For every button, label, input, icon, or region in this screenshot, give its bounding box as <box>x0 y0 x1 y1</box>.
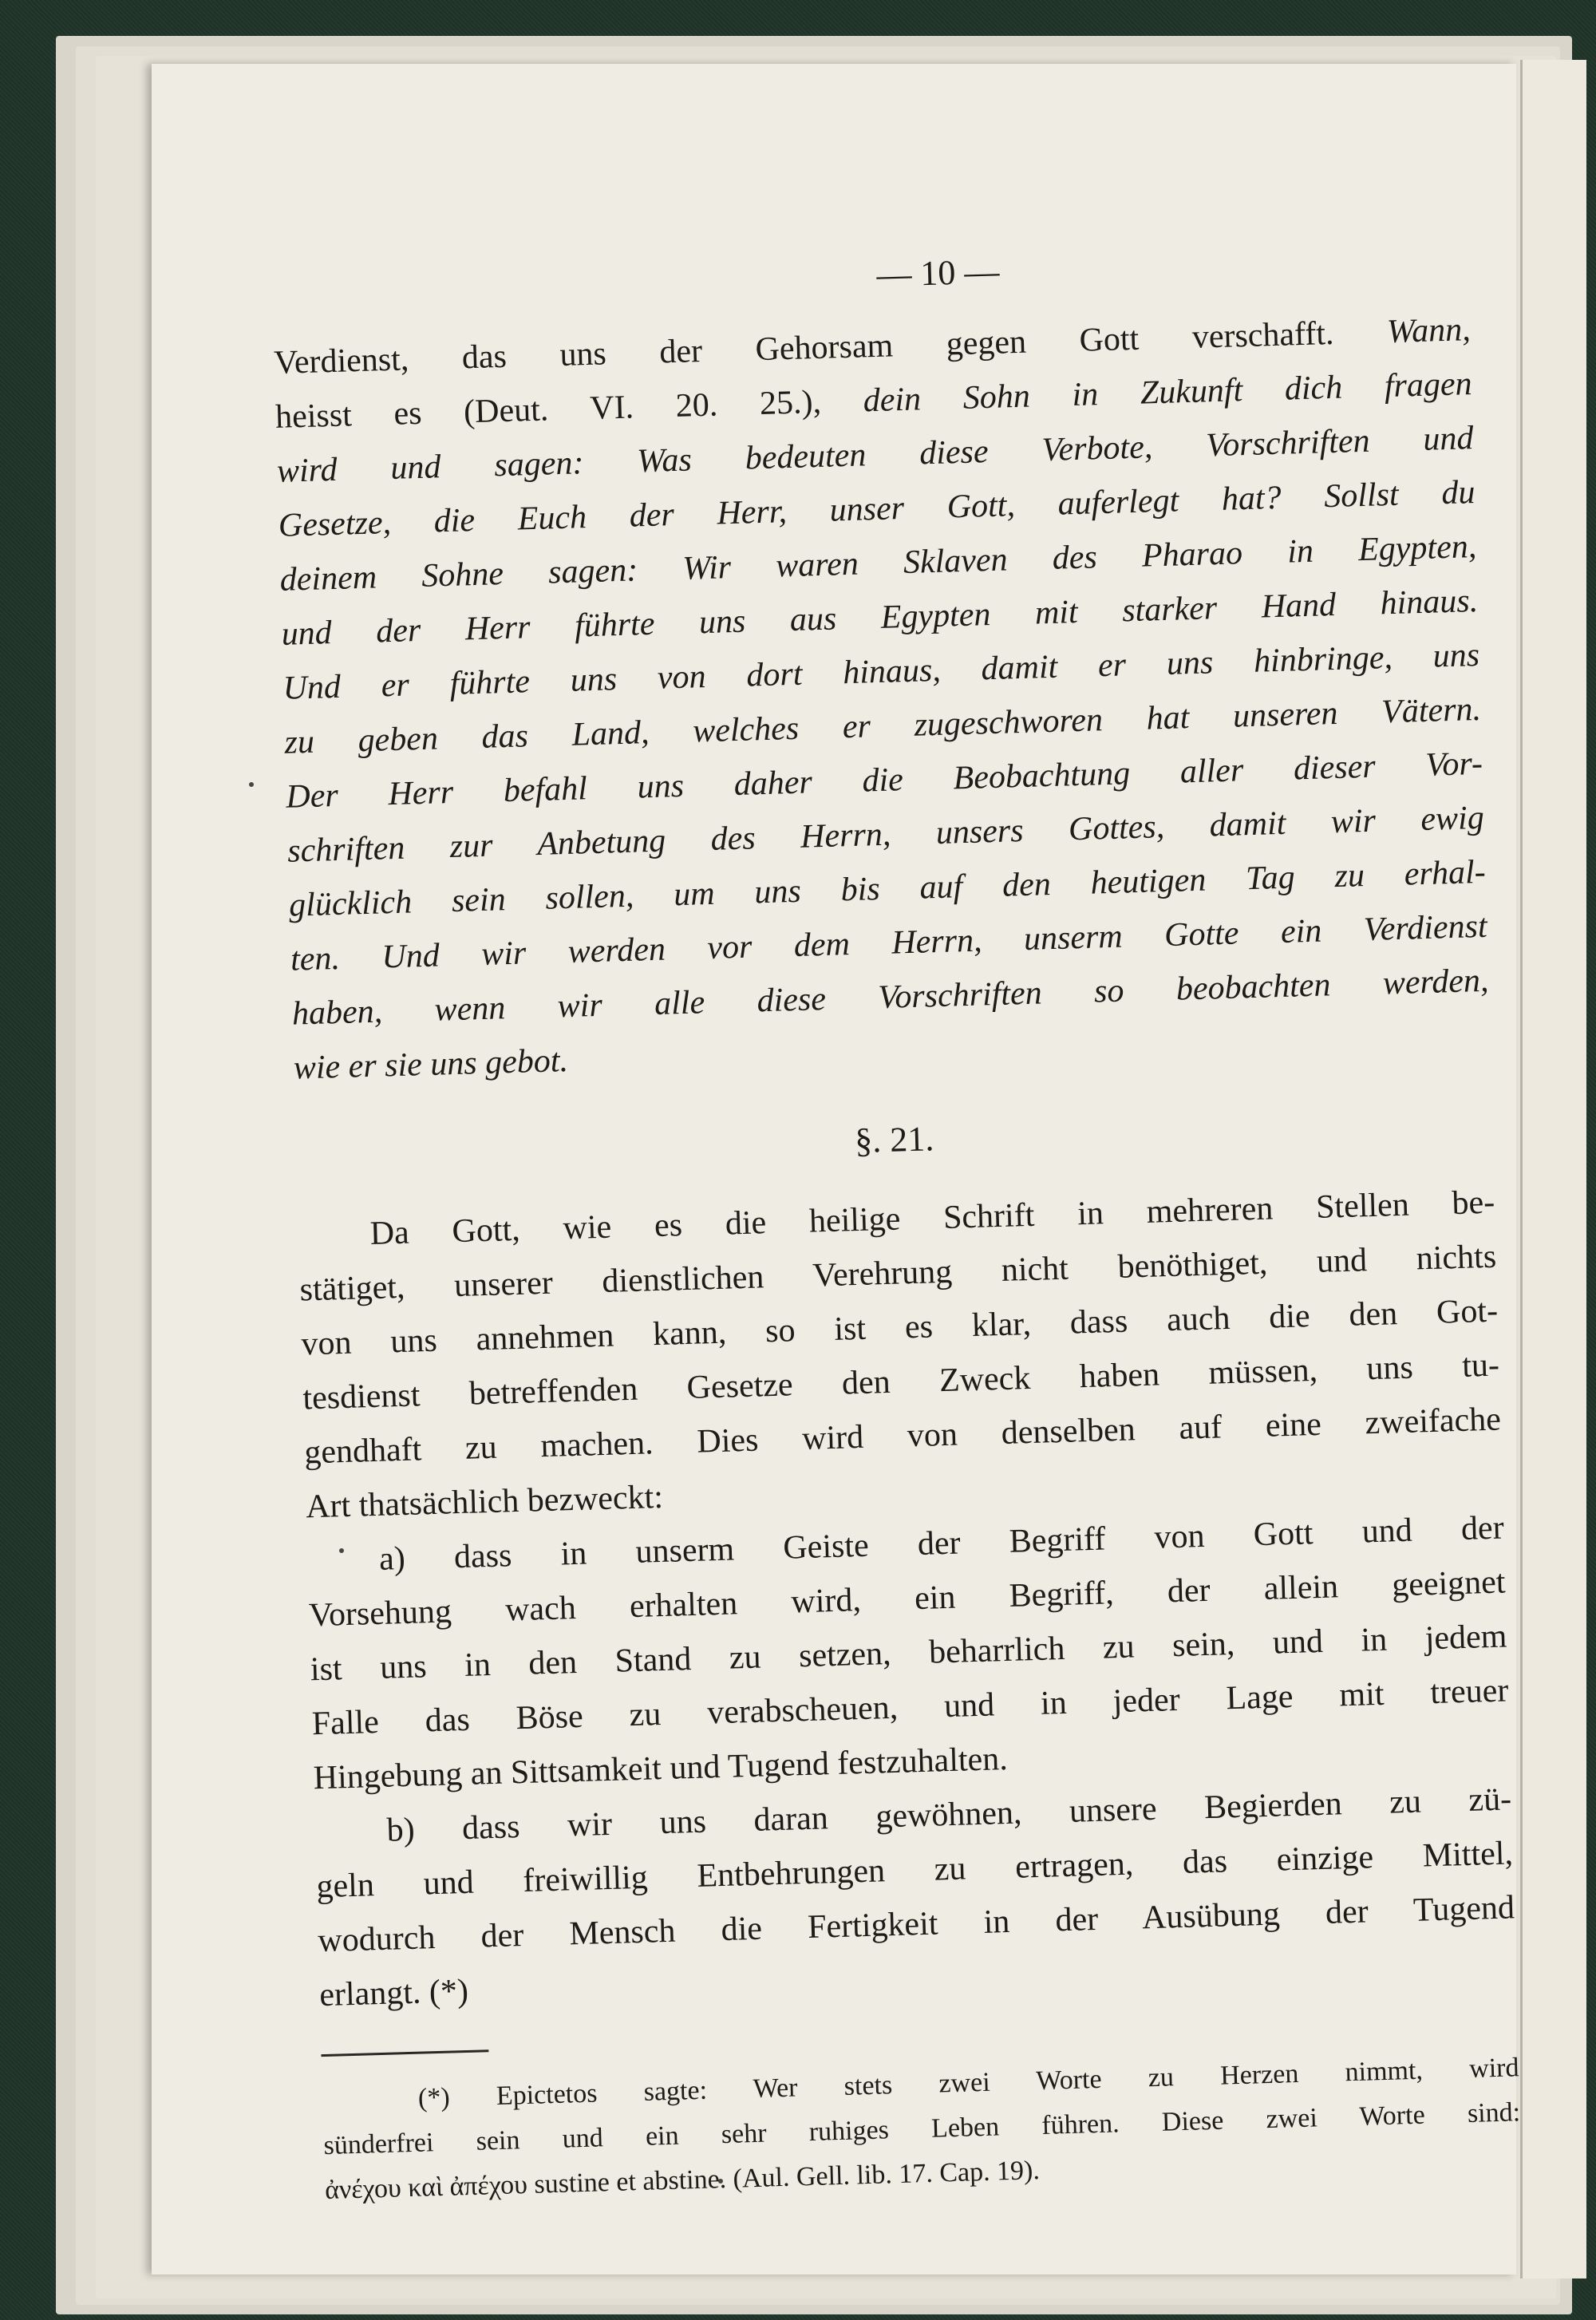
paragraph-body <box>298 1174 1543 1534</box>
list-item-a <box>306 1500 1551 1805</box>
text-line: Art thatsächlich bezweckt: <box>305 1478 664 1526</box>
paragraph-quote <box>273 302 1531 1096</box>
page-content <box>271 237 1562 2213</box>
text-line: geln und freiwillig Entbehrungen zu ertragen, das einzige Mittel, <box>315 1835 1514 1906</box>
text-line: b) dass wir uns daran gewöhnen, unsere Begierden zu zü- <box>385 1781 1512 1849</box>
section-heading: §. 21. <box>854 1119 934 1160</box>
text-line: Gesetze, die Euch der Herr, unser Gott, auferlegt hat? Sollst du <box>278 474 1476 544</box>
text-line: stätiget, unserer dienstlichen Verehrung nicht benöthiget, und nichts <box>299 1238 1497 1309</box>
text-line: tesdienst betreffenden Gesetze den Zweck haben müssen, uns tu- <box>302 1346 1500 1417</box>
footnote-line: ἀνέχου καὶ ἀπέχου sustine et abstine. (Aul. Gell. lib. 17. Cap. 19). <box>324 2156 1041 2206</box>
list-item-b <box>314 1771 1557 2022</box>
text-line: ten. Und wir werden vor dem Herrn, unserm Gotte ein Verdienst <box>290 907 1488 978</box>
text-line-content: heisst es (Deut. VI. 20. 25.), dein Sohn in Zukunft dich fragen <box>275 366 1473 436</box>
text-line: deinem Sohne sagen: Wir waren Sklaven des Pharao in Egypten, <box>279 528 1477 599</box>
page-number: — 10 — <box>875 251 1001 294</box>
text-line: wird und sagen: Was bedeuten diese Verbote, Vorschriften und <box>276 420 1475 490</box>
text-line: wodurch der Mensch die Fertigkeit in der Ausübung der Tugend <box>317 1889 1515 1960</box>
text-line: haben, wenn wir alle diese Vorschriften so beobachten werden, <box>291 962 1490 1033</box>
paper-speck <box>249 782 254 787</box>
text-line: Und er führte uns von dort hinaus, damit er uns hinbringe, uns <box>282 636 1480 707</box>
text-line: Falle das Böse zu verabscheuen, und in jeder Lage mit treuer <box>311 1672 1509 1743</box>
footnote-divider <box>321 2049 488 2057</box>
text-line: ist uns in den Stand zu setzen, beharrlich zu sein, und in jedem <box>310 1618 1508 1689</box>
text-line: Da Gott, wie es die heilige Schrift in mehreren Stellen be- <box>369 1184 1495 1253</box>
text-line: zu geben das Land, welches er zugeschworen hat unseren Vätern. <box>283 690 1482 761</box>
text-line: Vorsehung wach erhalten wird, ein Begriff, der allein geeignet <box>308 1563 1507 1634</box>
text-line-content: Verdienst, das uns der Gehorsam gegen Gott verschafft. Wann, <box>273 311 1472 381</box>
text-line: gendhaft zu machen. Dies wird von denselben auf eine zweifache <box>303 1401 1502 1472</box>
text-line: wie er sie uns gebot. <box>293 1042 569 1087</box>
footnote-line: sünderfrei sein und ein sehr ruhiges Leben führen. Diese zwei Worte sind: <box>323 2097 1521 2161</box>
footnote-line: (*) Epictetos sagte: Wer stets zwei Worte zu Herzen nimmt, wird <box>417 2053 1519 2113</box>
text-line: von uns annehmen kann, so ist es klar, dass auch die den Got- <box>300 1292 1499 1363</box>
text-line: a) dass in unserm Geiste der Begriff von Gott und der <box>378 1509 1505 1578</box>
text-line: Hingebung an Sittsamkeit und Tugend festzuhalten. <box>313 1740 1009 1797</box>
text-line: erlangt. (*) <box>318 1972 469 2014</box>
text-line: Der Herr befahl uns daher die Beobachtung aller dieser Vor- <box>285 745 1483 816</box>
text-line: glücklich sein sollen, um uns bis auf den heutigen Tag zu erhal- <box>288 853 1487 924</box>
text-line: schriften zur Anbetung des Herrn, unsers Gottes, damit wir ewig <box>286 799 1485 870</box>
text-line: und der Herr führte uns aus Egypten mit starker Hand hinaus. <box>281 582 1479 653</box>
